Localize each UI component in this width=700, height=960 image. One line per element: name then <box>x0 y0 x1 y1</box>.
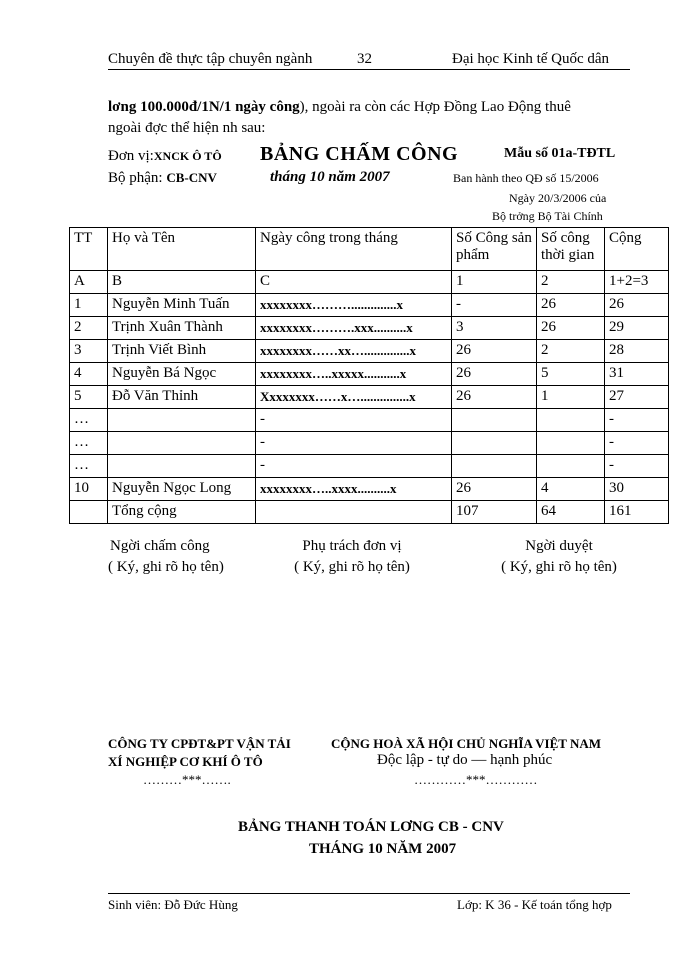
cell: C <box>256 271 452 294</box>
intro-line-1 <box>108 99 571 116</box>
table-row <box>70 455 669 478</box>
cell: 2 <box>537 340 605 363</box>
cell <box>108 409 256 432</box>
cell: - <box>605 409 669 432</box>
cell: 64 <box>537 501 605 524</box>
cell: 4 <box>70 363 108 386</box>
header-page-number: 32 <box>357 51 372 67</box>
table-row <box>70 386 669 409</box>
footer-rule <box>108 893 630 894</box>
signature-approver <box>489 538 629 576</box>
cell: 2 <box>70 317 108 340</box>
cell: 3 <box>70 340 108 363</box>
cell: Đỗ Văn Thỉnh <box>108 386 256 409</box>
cell: 28 <box>605 340 669 363</box>
cell <box>452 455 537 478</box>
cell: - <box>605 455 669 478</box>
cell: Tổng cộng <box>108 501 256 524</box>
cell <box>108 455 256 478</box>
table-row <box>70 294 669 317</box>
cell: Nguyễn Minh Tuấn <box>108 294 256 317</box>
header-university: Đại học Kinh tế Quốc dân <box>452 51 610 67</box>
cell <box>70 501 108 524</box>
cell: 161 <box>605 501 669 524</box>
cell: - <box>256 455 452 478</box>
cell: 27 <box>605 386 669 409</box>
cell: Nguyễn Ngọc Long <box>108 478 256 501</box>
cell: 3 <box>452 317 537 340</box>
table-row <box>70 478 669 501</box>
signature-timekeeper-role: Ngời chấm công <box>110 538 210 554</box>
decree-line-1: Ban hành theo QĐ số 15/2006 <box>453 171 599 185</box>
cell: 5 <box>537 363 605 386</box>
cell: … <box>70 455 108 478</box>
cell: 26 <box>452 478 537 501</box>
cell: 26 <box>452 363 537 386</box>
cell: 2 <box>537 271 605 294</box>
cell <box>256 501 452 524</box>
intro-wage-rate: lơng 100.000đ/1N/1 ngày công <box>108 99 300 115</box>
cell: 1 <box>452 271 537 294</box>
dept-label: Bộ phận: <box>108 170 163 186</box>
footer-class: Lớp: K 36 - Kế toán tổng hợp <box>457 897 612 912</box>
cell: 26 <box>605 294 669 317</box>
timesheet-table <box>69 227 669 524</box>
company-name: CÔNG TY CPĐT&PT VẬN TẢI <box>108 736 291 751</box>
dept-value: CB-CNV <box>166 170 217 185</box>
republic-name: CỘNG HOÀ XÃ HỘI CHỦ NGHĨA VIỆT NAM <box>331 736 602 751</box>
signature-timekeeper <box>108 538 248 576</box>
table-row <box>70 271 669 294</box>
cell: 26 <box>452 386 537 409</box>
cell: 4 <box>537 478 605 501</box>
company-workshop: XÍ NGHIỆP CƠ KHÍ Ô TÔ <box>108 754 263 769</box>
unit-value: XNCK Ô TÔ <box>153 149 222 163</box>
col-header-total: Cộng <box>605 228 669 271</box>
header-course-title: Chuyên đề thực tập chuyên ngành <box>108 51 313 67</box>
payroll-month: THÁNG 10 NĂM 2007 <box>309 841 457 857</box>
table-total-row <box>70 501 669 524</box>
footer-student: Sinh viên: Đỗ Đức Hùng <box>108 897 238 912</box>
republic-separator: …………***………… <box>414 772 538 787</box>
cell: Trịnh Viết Bình <box>108 340 256 363</box>
cell: xxxxxxxx……….xxx..........x <box>256 317 452 340</box>
cell: … <box>70 432 108 455</box>
unit-line <box>108 148 222 165</box>
cell: - <box>452 294 537 317</box>
company-separator: ………***……. <box>143 772 231 787</box>
table-row <box>70 432 669 455</box>
cell: 1 <box>70 294 108 317</box>
cell: 1+2=3 <box>605 271 669 294</box>
cell: - <box>256 409 452 432</box>
cell: 5 <box>70 386 108 409</box>
table-row <box>70 317 669 340</box>
decree-line-2: Ngày 20/3/2006 của <box>509 191 607 205</box>
signature-unit-head-role: Phụ trách đơn vị <box>302 538 402 554</box>
cell: - <box>605 432 669 455</box>
signature-unit-head-note: ( Ký, ghi rõ họ tên) <box>294 559 410 575</box>
cell: 1 <box>537 386 605 409</box>
signature-approver-role: Ngời duyệt <box>525 538 593 554</box>
col-header-name: Họ và Tên <box>108 228 256 271</box>
timesheet-month: tháng 10 năm 2007 <box>270 169 390 185</box>
cell: 30 <box>605 478 669 501</box>
cell: 26 <box>537 294 605 317</box>
intro-line-2: ngoài đợc thể hiện nh sau: <box>108 120 266 136</box>
signature-unit-head <box>282 538 422 576</box>
signature-timekeeper-note: ( Ký, ghi rõ họ tên) <box>108 559 224 575</box>
cell: 107 <box>452 501 537 524</box>
cell: … <box>70 409 108 432</box>
decree-line-3: Bộ trởng Bộ Tài Chính <box>492 209 603 223</box>
unit-label: Đơn vị: <box>108 148 154 164</box>
republic-motto: Độc lập - tự do — hạnh phúc <box>377 752 553 768</box>
cell: xxxxxxxx…..xxxx..........x <box>256 478 452 501</box>
cell: 29 <box>605 317 669 340</box>
col-header-product-days: Số Công sản phẩm <box>452 228 537 271</box>
cell: B <box>108 271 256 294</box>
col-header-time-days: Số công thời gian <box>537 228 605 271</box>
cell <box>537 455 605 478</box>
cell: Trịnh Xuân Thành <box>108 317 256 340</box>
cell: Xxxxxxxx……x…...............x <box>256 386 452 409</box>
cell: 26 <box>452 340 537 363</box>
form-number: Mẫu số 01a-TĐTL <box>504 146 616 161</box>
cell: xxxxxxxx…..xxxxx...........x <box>256 363 452 386</box>
table-row <box>70 409 669 432</box>
table-row <box>70 363 669 386</box>
table-row <box>70 340 669 363</box>
intro-line-1-rest: ), ngoài ra còn các Hợp Đồng Lao Động thuê <box>299 99 571 115</box>
cell <box>537 409 605 432</box>
signature-approver-note: ( Ký, ghi rõ họ tên) <box>501 559 617 575</box>
cell <box>537 432 605 455</box>
col-header-workdays: Ngày công trong tháng <box>256 228 452 271</box>
cell: A <box>70 271 108 294</box>
cell: xxxxxxxx………..............x <box>256 294 452 317</box>
cell: xxxxxxxx……xx…..............x <box>256 340 452 363</box>
dept-line <box>108 170 217 187</box>
payroll-title: BẢNG THANH TOÁN LƠNG CB - CNV <box>238 819 504 835</box>
cell <box>452 409 537 432</box>
col-header-tt: TT <box>70 228 108 271</box>
cell: Nguyễn Bá Ngọc <box>108 363 256 386</box>
cell: 10 <box>70 478 108 501</box>
cell: 26 <box>537 317 605 340</box>
cell: 31 <box>605 363 669 386</box>
cell <box>108 432 256 455</box>
header-rule <box>108 69 630 70</box>
table-header-row <box>70 228 669 271</box>
cell <box>452 432 537 455</box>
timesheet-title: BẢNG CHẤM CÔNG <box>260 143 459 165</box>
cell: - <box>256 432 452 455</box>
